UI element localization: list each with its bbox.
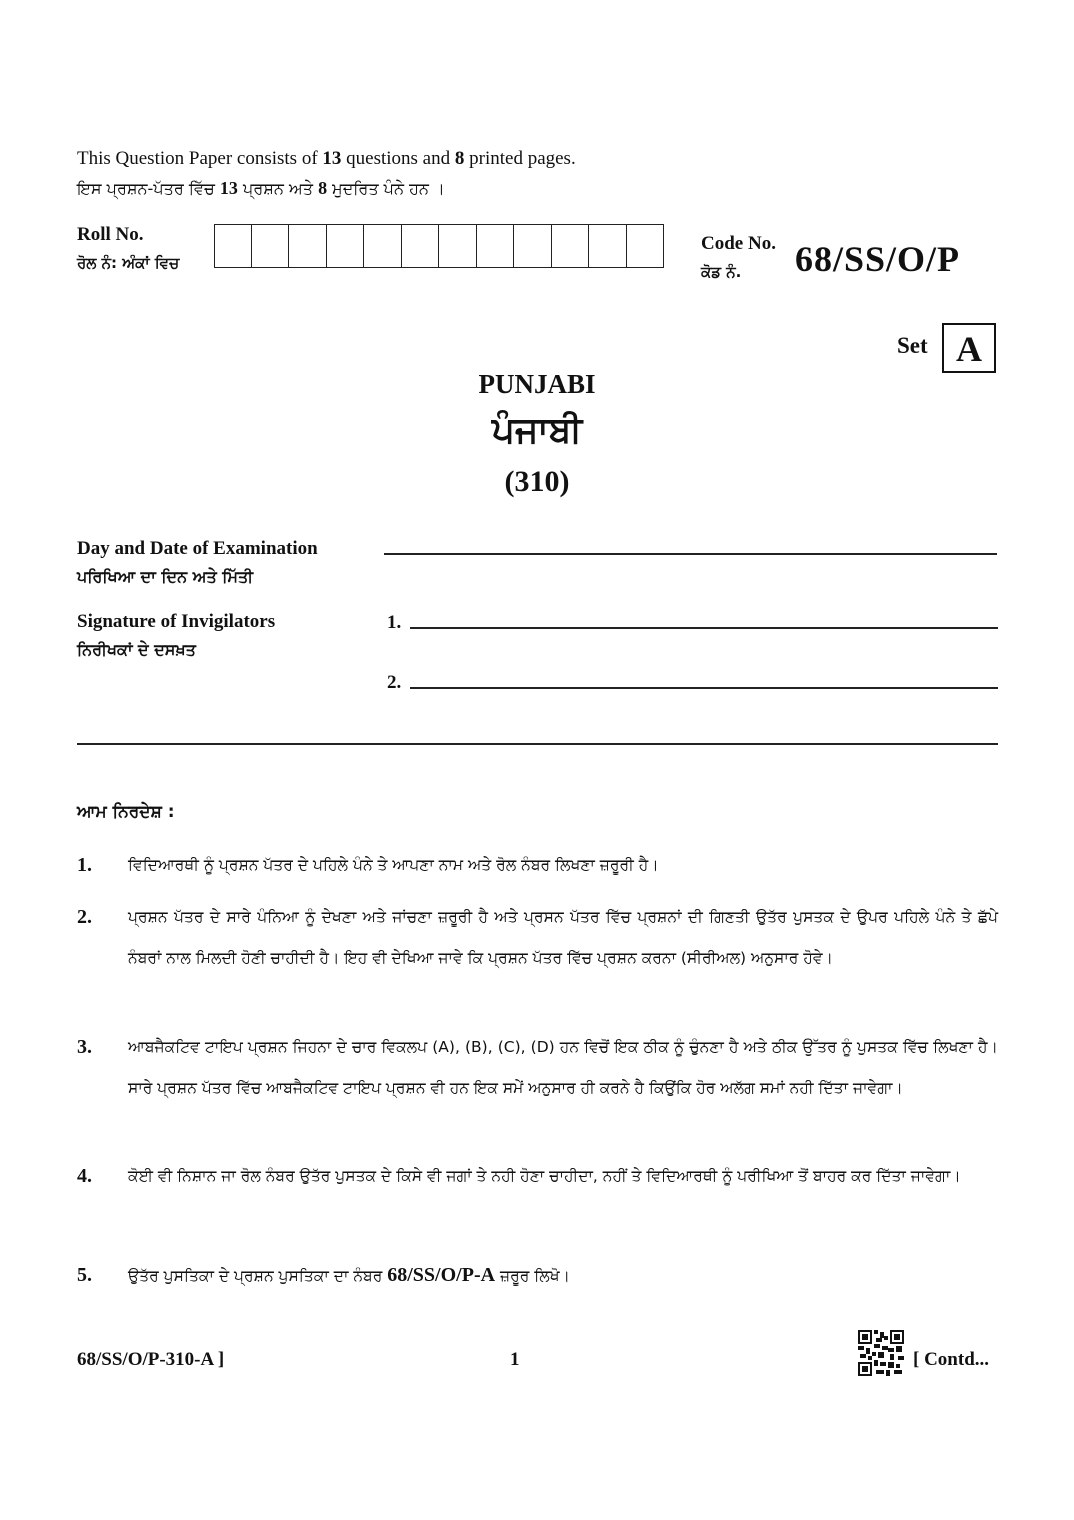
roll-box[interactable] — [327, 224, 365, 268]
instruction-text: ਵਿਦਿਆਰਥੀ ਨੂੰ ਪ੍ਰਸ਼ਨ ਪੱਤਰ ਦੇ ਪਹਿਲੇ ਪੰਨੇ ਤੇ ਆਪਣਾ ਨਾਮ ਅਤੇ ਰੋਲ ਨੰਬਰ ਲਿਖਣਾ ਜ਼ਰੂਰੀ ਹੈ। — [128, 856, 659, 874]
exam-date-label-pa: ਪਰਿਖਿਆ ਦਾ ਦਿਨ ਅਤੇ ਮਿੱਤੀ — [77, 567, 254, 586]
code-number: 68/SS/O/P — [795, 239, 961, 279]
roll-box[interactable] — [439, 224, 477, 268]
signature-1-line[interactable] — [410, 627, 998, 629]
instruction-number: 1. — [77, 854, 92, 876]
roll-box[interactable] — [364, 224, 402, 268]
instruction-number: 2. — [77, 906, 92, 928]
footer-paper-code: 68/SS/O/P-310-A ] — [77, 1349, 225, 1370]
instruction-text: ਕੋਈ ਵੀ ਨਿਸ਼ਾਨ ਜਾ ਰੋਲ ਨੰਬਰ ਉਤੱਰ ਪੁਸਤਕ ਦੇ ਕਿਸੇ ਵੀ ਜਗਾਂ ਤੇ ਨਹੀ ਹੋਣਾ ਚਾਹੀਦਾ, ਨਹੀਂ ਤੇ ਵਿਦਿਆਰਥੀ ਨੂੰ ਪਰੀਖਿਆ ਤੋਂ ਬਾਹਰ ਕਰ ਦਿੱਤਾ ਜਾਵੇਗਾ। — [128, 1167, 961, 1185]
instruction-text: ਪ੍ਰਸ਼ਨ ਪੱਤਰ ਦੇ ਸਾਰੇ ਪੰਨਿਆ ਨੂੰ ਦੇਖਣਾ ਅਤੇ ਜਾਂਚਣਾ ਜ਼ਰੂਰੀ ਹੈ ਅਤੇ ਪ੍ਰਸਨ ਪੱਤਰ ਵਿੱਚ ਪ੍ਰਸ਼ਨਾਂ ਦੀ ਗਿਣਤੀ ਉਤੱਰ ਪੁਸਤਕ ਦੇ ਉਪਰ ਪਹਿਲੇ ਪੰਨੇ ਤੇ ਛੱਪੇ ਨੰਬਰਾਂ ਨਾਲ ਮਿਲਦੀ ਹੋਣੀ ਚਾਹੀਦੀ ਹੈ। ਇਹ ਵੀ ਦੇਖਿਆ ਜਾਵੇ ਕਿ ਪ੍ਰਸ਼ਨ ਪੱਤਰ ਵਿੱਚ ਪ੍ਰਸ਼ਨ ਕਰਨਾ (ਸੀਰੀਅਲ) ਅਨੁਸਾਰ ਹੋਵੇ। — [128, 908, 998, 967]
roll-box[interactable] — [514, 224, 552, 268]
subject-title-en: PUNJABI — [478, 369, 596, 399]
code-label-pa: ਕੋਡ ਨੰ. — [701, 263, 742, 281]
instruction-text: ਉਤੱਰ ਪੁਸਤਿਕਾ ਦੇ ਪ੍ਰਸ਼ਨ ਪੁਸਤਿਕਾ ਦਾ ਨੰਬਰ 68/SS/O/P-A ਜ਼ਰੂਰ ਲਿਖੋ। — [128, 1264, 570, 1286]
exam-date-label-en: Day and Date of Examination — [77, 538, 318, 559]
roll-box[interactable] — [252, 224, 290, 268]
roll-box[interactable] — [402, 224, 440, 268]
instruction-text: ਆਬਜੈਕਟਿਵ ਟਾਇਪ ਪ੍ਰਸ਼ਨ ਜਿਹਨਾ ਦੇ ਚਾਰ ਵਿਕਲਪ (A), (B), (C), (D) ਹਨ ਵਿਚੋਂ ਇਕ ਠੀਕ ਨੂੰ ਚੁੰਨਣਾ ਹੈ ਅਤੇ ਠੀਕ ਉੱਤਰ ਨੂੰ ਪੁਸਤਕ ਵਿੱਚ ਲਿਖਣਾ ਹੈ। ਸਾਰੇ ਪ੍ਰਸ਼ਨ ਪੱਤਰ ਵਿੱਚ ਆਬਜੈਕਟਿਵ ਟਾਇਪ ਪ੍ਰਸ਼ਨ ਵੀ ਹਨ ਇਕ ਸਮੇਂ ਅਨੁਸਾਰ ਹੀ ਕਰਨੇ ਹੈ ਕਿਉਂਕਿ ਹੋਰ ਅਲੱਗ ਸਮਾਂ ਨਹੀ ਦਿੱਤਾ ਜਾਵੇਗਾ। — [128, 1038, 998, 1097]
signature-1-number: 1. — [387, 612, 402, 633]
page-number: 1 — [510, 1349, 520, 1370]
roll-box[interactable] — [214, 224, 252, 268]
subject-code: (310) — [504, 465, 570, 498]
set-label: Set — [897, 333, 928, 358]
roll-box[interactable] — [589, 224, 627, 268]
paper-info-en: This Question Paper consists of 13 questions and 8 printed pages. — [77, 148, 576, 169]
roll-box[interactable] — [552, 224, 590, 268]
continued-label: [ Contd... — [913, 1349, 990, 1370]
roll-box[interactable] — [289, 224, 327, 268]
code-label-en: Code No. — [701, 233, 776, 254]
roll-label-en: Roll No. — [77, 224, 144, 245]
section-divider — [77, 743, 998, 745]
instruction-number: 4. — [77, 1165, 92, 1187]
signature-2-line[interactable] — [410, 687, 998, 689]
roll-label-pa: ਰੋਲ ਨੰ: ਅੰਕਾਂ ਵਿਚ — [77, 254, 180, 272]
instructions-title: ਆਮ ਨਿਰਦੇਸ਼ : — [77, 802, 175, 822]
roll-box[interactable] — [627, 224, 665, 268]
invigilator-signature-label-en: Signature of Invigilators — [77, 611, 276, 632]
set-badge: A — [942, 323, 996, 373]
paper-info-pa: ਇਸ ਪ੍ਰਸ਼ਨ-ਪੱਤਰ ਵਿੱਚ 13 ਪ੍ਰਸ਼ਨ ਅਤੇ 8 ਮੁਦਰਿਤ ਪੰਨੇ ਹਨ । — [77, 178, 445, 198]
instruction-number: 3. — [77, 1036, 92, 1058]
roll-number-boxes — [214, 224, 664, 270]
instruction-number: 5. — [77, 1264, 92, 1286]
qr-code-icon — [858, 1330, 904, 1376]
roll-box[interactable] — [477, 224, 515, 268]
subject-title-pa: ਪੰਜਾਬੀ — [491, 410, 583, 451]
invigilator-signature-label-pa: ਨਿਰੀਖਕਾਂ ਦੇ ਦਸਖ਼ਤ — [77, 640, 196, 659]
exam-date-line[interactable] — [384, 553, 997, 555]
signature-2-number: 2. — [387, 672, 402, 693]
